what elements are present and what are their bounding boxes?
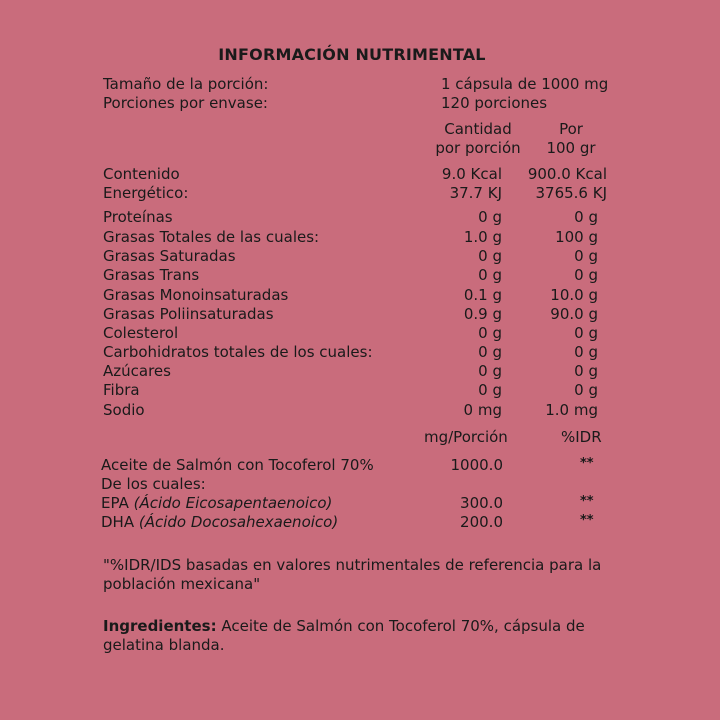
supplement-name: Aceite de Salmón con Tocoferol 70% bbox=[101, 456, 374, 474]
nutrient-serving: 0 g bbox=[478, 343, 502, 361]
supplement-mg: 1000.0 bbox=[450, 456, 503, 474]
nutrient-name: Sodio bbox=[103, 401, 145, 419]
col-per-100-line2: 100 gr bbox=[546, 139, 596, 157]
supplement-mg: 200.0 bbox=[460, 513, 503, 531]
ingredients-text: Aceite de Salmón con Tocoferol 70%, cápsula de bbox=[221, 617, 585, 635]
col-per-serving-line1: Cantidad bbox=[444, 120, 512, 138]
nutrient-name: Azúcares bbox=[103, 362, 171, 380]
supplement-idr: ** bbox=[580, 513, 594, 528]
nutrient-serving: 0.9 g bbox=[463, 305, 502, 323]
serving-size-value: 1 cápsula de 1000 mg bbox=[441, 75, 609, 93]
col-idr: %IDR bbox=[561, 428, 602, 446]
nutrient-serving: 0 g bbox=[478, 362, 502, 380]
energy-label-line2: Energético: bbox=[103, 184, 189, 202]
supplement-mg: 300.0 bbox=[460, 494, 503, 512]
nutrient-per100: 0 g bbox=[574, 247, 598, 265]
nutrient-name: Grasas Totales de las cuales: bbox=[103, 228, 320, 246]
supplement-abbr: DHA bbox=[101, 513, 135, 531]
nutrient-name: Grasas Poliinsaturadas bbox=[103, 305, 274, 323]
page-title: INFORMACIÓN NUTRIMENTAL bbox=[218, 45, 486, 64]
energy-kcal-100: 900.0 Kcal bbox=[527, 165, 607, 183]
nutrient-serving: 0 g bbox=[478, 247, 502, 265]
serving-size-label: Tamaño de la porción: bbox=[103, 75, 269, 93]
supplement-name bbox=[101, 513, 338, 532]
nutrient-name: Proteínas bbox=[103, 208, 173, 226]
nutrient-serving: 0 g bbox=[478, 381, 502, 399]
servings-per-container-label: Porciones por envase: bbox=[103, 94, 268, 112]
supplement-name bbox=[101, 494, 332, 513]
nutrient-per100: 0 g bbox=[574, 362, 598, 380]
col-per-100-line1: Por bbox=[559, 120, 583, 138]
nutrient-serving: 0 mg bbox=[463, 401, 502, 419]
supplement-abbr: EPA bbox=[101, 494, 129, 512]
col-mg-per-serving: mg/Porción bbox=[424, 428, 508, 446]
supplement-idr: ** bbox=[580, 456, 594, 471]
nutrient-name: Grasas Saturadas bbox=[103, 247, 236, 265]
nutrient-per100: 0 g bbox=[574, 324, 598, 342]
col-per-serving-line2: por porción bbox=[435, 139, 521, 157]
nutrient-per100: 10.0 g bbox=[550, 286, 598, 304]
nutrient-per100: 0 g bbox=[574, 208, 598, 226]
nutrient-name: Fibra bbox=[103, 381, 140, 399]
nutrient-per100: 0 g bbox=[574, 381, 598, 399]
energy-kj-serving: 37.7 KJ bbox=[449, 184, 502, 202]
nutrient-name: Carbohidratos totales de los cuales: bbox=[103, 343, 373, 361]
nutrient-per100: 0 g bbox=[574, 266, 598, 284]
nutrient-name: Grasas Trans bbox=[103, 266, 200, 284]
energy-kj-100: 3765.6 KJ bbox=[535, 184, 607, 202]
nutrient-serving: 0 g bbox=[478, 266, 502, 284]
supplement-subheading: De los cuales: bbox=[101, 475, 206, 493]
footnote-line1: "%IDR/IDS basadas en valores nutrimentales de referencia para la bbox=[103, 556, 602, 574]
ingredients-label: Ingredientes: bbox=[103, 617, 217, 635]
supplement-fullname: (Ácido Eicosapentaenoico) bbox=[133, 494, 333, 512]
nutrient-serving: 1.0 g bbox=[463, 228, 502, 246]
nutrient-name: Colesterol bbox=[103, 324, 179, 342]
nutrient-name: Grasas Monoinsaturadas bbox=[103, 286, 289, 304]
nutrient-serving: 0 g bbox=[478, 208, 502, 226]
energy-kcal-serving: 9.0 Kcal bbox=[441, 165, 502, 183]
nutrient-serving: 0 g bbox=[478, 324, 502, 342]
nutrient-per100: 1.0 mg bbox=[545, 401, 598, 419]
nutrient-per100: 100 g bbox=[555, 228, 598, 246]
nutrient-per100: 0 g bbox=[574, 343, 598, 361]
ingredients-line2: gelatina blanda. bbox=[103, 636, 225, 654]
nutrient-per100: 90.0 g bbox=[550, 305, 598, 323]
supplement-fullname: (Ácido Docosahexaenoico) bbox=[138, 513, 339, 531]
nutrient-serving: 0.1 g bbox=[463, 286, 502, 304]
footnote-line2: población mexicana" bbox=[103, 575, 261, 593]
ingredients-line1 bbox=[103, 617, 585, 636]
supplement-idr: ** bbox=[580, 494, 594, 509]
servings-per-container-value: 120 porciones bbox=[441, 94, 548, 112]
energy-label-line1: Contenido bbox=[103, 165, 180, 183]
